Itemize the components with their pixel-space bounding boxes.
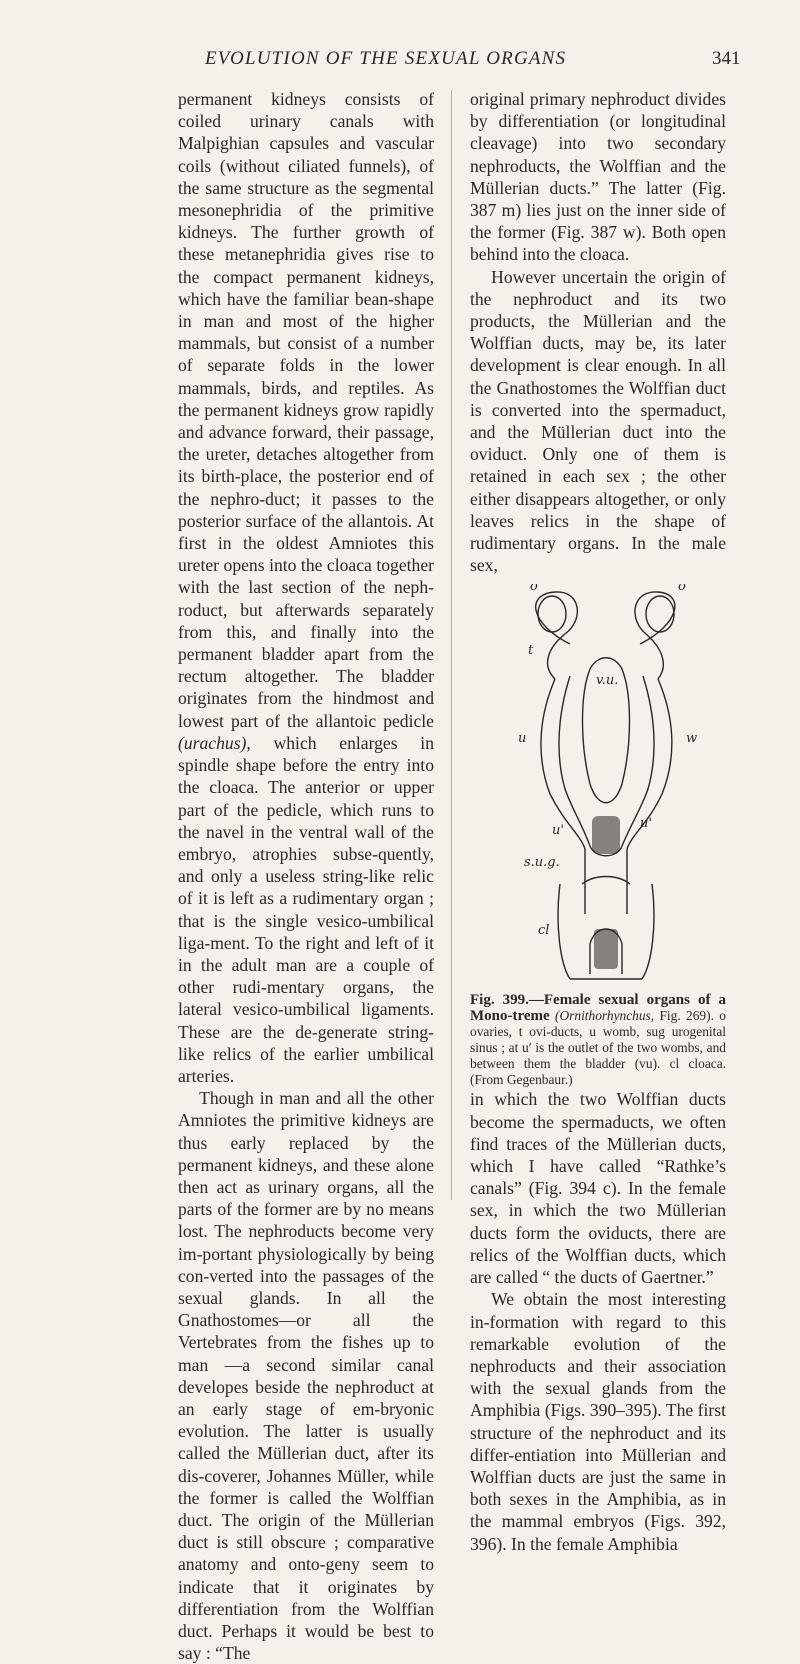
right-oviduct	[635, 592, 675, 679]
urachus-term: (urachus),	[178, 732, 251, 753]
label-t: t	[528, 643, 534, 659]
right-paragraph-4: We obtain the most interesting in-formation with regard to this remarkable evolution of the nephroducts and their association with the sexual glands from the Amphibia (Figs. 390–395). The first structure of the nephroduct and its differ-entiation into Müllerian and Wolffian ducts are just the same in both sexes in the Amphibia, as in the mammal embryos (Figs. 392, 396). In the female Amphibia	[470, 1289, 726, 1554]
right-paragraph-1: original primary nephroduct divides by differentiation (or longitudinal cleavage) into two secondary nephroducts, the Wolffian and the Müllerian ducts.” The latter (Fig. 387 m) lies just on the inner side of the former (Fig. 387 w). Both open behind into the cloaca.	[470, 89, 726, 265]
column-divider	[451, 90, 452, 1200]
caption-species: (Ornithorhynchus,	[555, 1008, 655, 1024]
page-number: 341	[712, 48, 741, 69]
left-column	[178, 88, 434, 1664]
page-header	[0, 48, 800, 78]
right-ovary	[646, 596, 674, 632]
left-ovary	[538, 596, 566, 632]
label-u-prime-right: u'	[640, 816, 652, 832]
label-u-prime-left: u'	[552, 823, 564, 839]
urogenital-sinus	[585, 849, 627, 914]
left-paragraph-2: Though in man and all the other Amniotes the primitive kidneys are thus early replaced by the permanent kidneys, and these alone then act as urinary organs, all the parts of the former are by no means lost. The nephroducts become very im-portant physiologically by being con-verted into the passages of the sexual glands. In all the Gnathostomes—or all the Vertebrates from the fishes up to man —a second similar canal developes beside the nephroduct at an early stage of em-bryonic evolution. The latter is usually called the Müllerian duct, after its dis-coverer, Johannes Müller, while the former is called the Wolffian duct. The origin of the Müllerian duct is still obscure ; comparative anatomy and onto-geny seem to indicate that it originates by differentiation from the Wolffian duct. Perhaps it would be best to say : “The	[178, 1088, 434, 1664]
left-oviduct	[536, 592, 578, 679]
monotreme-organs-illustration	[510, 584, 700, 986]
figure-caption	[470, 992, 726, 1088]
right-paragraph-2: However uncertain the origin of the nephroduct and its two products, the Müllerian and the Wolffian ducts, may be, its later development is clear enough. In all the Gnathostomes the Wolffian duct is converted into the spermaduct, and the Müllerian duct into the oviduct. Only one of them is retained in each sex ; the other either disappears altogether, or only leaves relics in the shape of rudimentary organs. In the male sex,	[470, 266, 726, 576]
figure-399	[470, 584, 726, 986]
left-paragraph-1	[178, 88, 434, 1087]
label-vu: v.u.	[596, 673, 619, 689]
label-cl: cl	[538, 923, 550, 939]
left-p1-text: permanent kidneys consists of coiled urinary canals with Malpighian capsules and vascular coils (without ciliated funnels), of the same structure as the segmental mesonephridia of the primitive kidneys. The further growth of these metanephridia gives rise to the compact permanent kidneys, which have the familiar bean-shape in man and most of the higher mammals, but consist of a number of separate folds in the lower mammals, birds, and reptiles. As the permanent kidneys grow rapidly and advance forward, their passage, the ureter, detaches altogether from its birth-place, the posterior end of the nephro-duct; it passes to the posterior surface of the allantois. At first in the oldest Amniotes this ureter opens into the cloaca together with the last section of the neph-roduct, but afterwards separately from this, and finally into the permanent bladder apart from the rectum altogether. The bladder originates from the hindmost and lowest part of the allantoic pedicle	[178, 89, 434, 731]
label-w: w	[686, 731, 698, 747]
left-p1-end: which enlarges in spindle shape before the entry into the cloaca. The anterior or upper part of the pedicle, which runs to the navel in the ventral wall of the embryo, atrophies subse-quently, and only a useless string-like relic of it is left as a rudimentary organ ; that is the single vesico-umbilical liga-ment. To the right and left of it in the adult man are a couple of other rudi-mentary organs, the lateral vesico-umbilical ligaments. These are the de-generate string-like relics of the earlier umbilical arteries.	[178, 732, 434, 1086]
label-u-left: u	[518, 731, 527, 747]
right-column	[470, 88, 726, 1555]
running-title: EVOLUTION OF THE SEXUAL ORGANS	[205, 48, 567, 69]
caption-label: Fig. 399.—Female sexual organs of a Mono-treme	[470, 992, 726, 1025]
label-sug: s.u.g.	[524, 855, 560, 871]
label-o-right: o	[678, 584, 686, 595]
womb-outlet-shading	[592, 816, 620, 854]
label-o-left: o	[530, 584, 538, 595]
caption-text: Fig. 269). o ovaries, t ovi-ducts, u womb, sug urogenital sinus ; at u′ is the outlet of the two wombs, and between them the bladder (vu). cl cloaca. (From Gegenbaur.)	[470, 1008, 726, 1088]
right-paragraph-3: in which the two Wolffian ducts become the spermaducts, we often find traces of the Müllerian ducts, which I have called “Rathke’s canals” (Fig. 394 c). In the female sex, in which the two Müllerian ducts form the oviducts, there are relics of the Wolffian ducts, which are called “ the ducts of Gaertner.”	[470, 1089, 726, 1288]
